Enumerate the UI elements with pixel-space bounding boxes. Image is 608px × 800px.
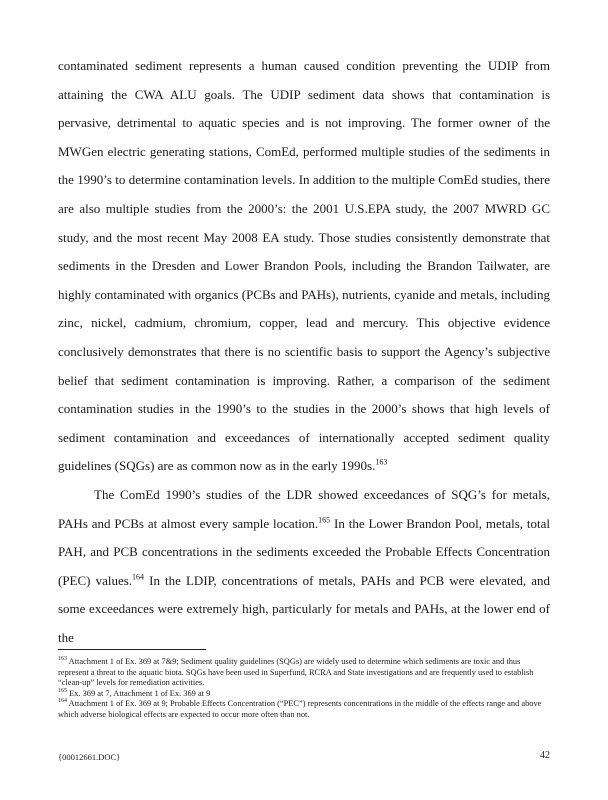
footnote-separator	[58, 649, 206, 650]
footnote-ref[interactable]: 164	[132, 572, 145, 582]
footnote	[58, 657, 550, 689]
footnote-ref[interactable]: 163	[375, 457, 388, 467]
footnote-text: Attachment 1 of Ex. 369 at 9; Probable Effects Concentration (“PEC”) represents concentrations in the middle of the effects range and above which adverse biological effects are expected to occur more often than not.	[58, 699, 542, 719]
footnote-text: Ex. 369 at 7, Attachment 1 of Ex. 369 at 9	[69, 688, 211, 698]
paragraph-text: In the Lower Brandon Pool, metals, total PAH, and PCB concentrations in the sediments exceeded the Probable Effects Concentration (PEC) values.	[58, 515, 550, 588]
paragraph	[58, 52, 550, 481]
footnotes	[58, 657, 550, 721]
paragraph-text: In the LDIP, concentrations of metals, PAHs and PCB were elevated, and some exceedances were extremely high, particularly for metals and PAHs, at the lower end of the	[58, 572, 550, 645]
body-text	[58, 52, 550, 652]
footnote-number: 163	[58, 656, 67, 663]
footnote	[58, 699, 550, 720]
footnote-number: 164	[58, 698, 67, 705]
paragraph	[58, 481, 550, 653]
footnote	[58, 689, 550, 700]
footnote-ref[interactable]: 165	[318, 515, 331, 525]
paragraph-text: The ComEd 1990’s studies of the LDR showed exceedances of SQG’s for metals, PAHs and PCBs at almost every sample location.	[58, 486, 550, 531]
paragraph-text: contaminated sediment represents a human caused condition preventing the UDIP from attaining the CWA ALU goals. The UDIP sediment data shows that contamination is pervasive, detrimental to aquatic species and is not improving. The former owner of the MWGen electric generating stations, ComEd, performed multiple studies of the sediments in the 1990’s to determine contamination levels. In addition to the multiple ComEd studies, there are also multiple studies from the 2000’s: the 2001 U.S.EPA study, the 2007 MWRD GC study, and the most recent May 2008 EA study. Those studies consistently demonstrate that sediments in the Dresden and Lower Brandon Pools, including the Brandon Tailwater, are highly contaminated with organics (PCBs and PAHs), nutrients, cyanide and metals, including zinc, nickel, cadmium, chromium, copper, lead and mercury. This objective evidence conclusively demonstrates that there is no scientific basis to support the Agency’s subjective belief that sediment contamination is improving. Rather, a comparison of the sediment contamination studies in the 1990’s to the studies in the 2000’s shows that high levels of sediment contamination and exceedances of internationally accepted sediment quality guidelines (SQGs) are as common now as in the early 1990s.	[58, 58, 550, 474]
footnote-number: 165	[58, 687, 67, 694]
footnote-text: Attachment 1 of Ex. 369 at 7&9; Sediment quality guidelines (SQGs) are widely used to determine which sediments are toxic and thus represent a threat to the aquatic biota. SQGs have been used in Superfund, RCRA and State investigations and are frequently used to establish “clean-up” levels for remediation activities.	[58, 657, 534, 688]
document-id: {00012661.DOC}	[58, 752, 121, 762]
page-number: 42	[540, 750, 550, 761]
